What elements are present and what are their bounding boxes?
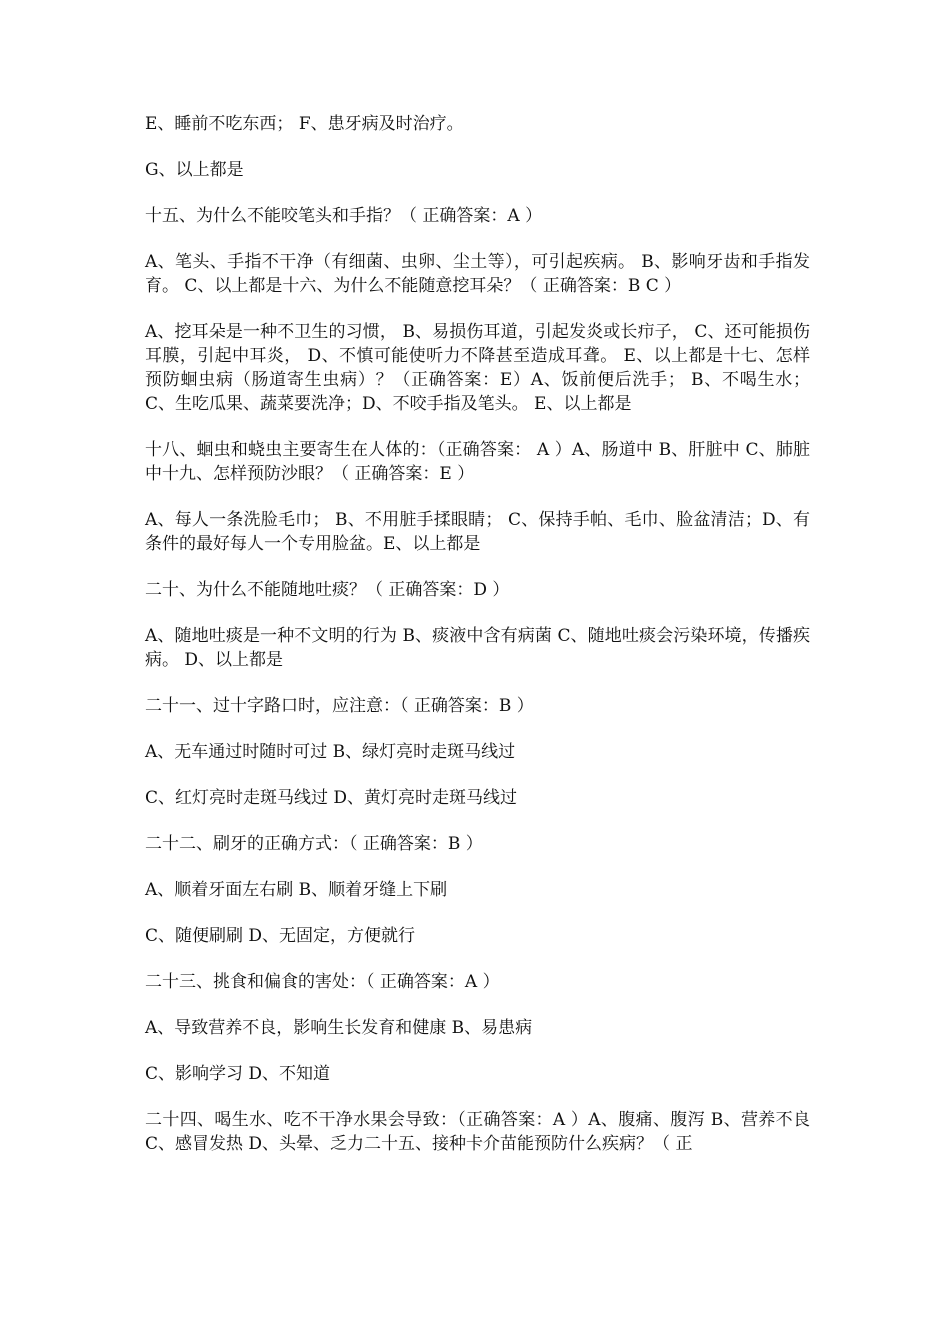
question-18-19: 十八、蛔虫和蛲虫主要寄生在人体的：（正确答案： A ）A、肠道中 B、肝脏中 C、肺脏中十九、怎样预防沙眼？（ 正确答案：E ） [145, 440, 810, 484]
question-20: 二十、为什么不能随地吐痰？（ 正确答案：D ） [145, 580, 510, 600]
question-23-options-ab: A、导致营养不良，影响生长发育和健康 B、易患病 [145, 1018, 533, 1038]
question-15: 十五、为什么不能咬笔头和手指？（ 正确答案：A ） [145, 206, 543, 226]
question-23-options-cd: C、影响学习 D、不知道 [145, 1064, 331, 1084]
question-22-options-cd: C、随便刷刷 D、无固定，方便就行 [145, 926, 416, 946]
question-16-17-options: A、挖耳朵是一种不卫生的习惯， B、易损伤耳道，引起发炎或长疖子， C、还可能损伤耳膜，引起中耳炎， D、不慎可能使听力不降甚至造成耳聋。 E、以上都是十七、怎样预防蛔虫病（肠道寄生虫病）？（正确答案：E）A、饭前便后洗手； B、不喝生水；C、生吃瓜果、蔬菜要洗净；D、不咬手指及笔头。 E、以上都是 [145, 322, 810, 414]
paragraph-options-e-f: E、睡前不吃东西； F、患牙病及时治疗。 [145, 114, 464, 134]
question-21-options-ab: A、无车通过时随时可过 B、绿灯亮时走斑马线过 [145, 742, 516, 762]
question-15-options: A、笔头、手指不干净（有细菌、虫卵、尘土等），可引起疾病。 B、影响牙齿和手指发育。 C、以上都是十六、为什么不能随意挖耳朵？（ 正确答案：B C ） [145, 252, 810, 296]
question-19-options: A、每人一条洗脸毛巾； B、不用脏手揉眼睛； C、保持手帕、毛巾、脸盆清洁；D、有条件的最好每人一个专用脸盆。E、以上都是 [145, 510, 810, 554]
question-22-options-ab: A、顺着牙面左右刷 B、顺着牙缝上下刷 [145, 880, 448, 900]
question-23: 二十三、挑食和偏食的害处：（ 正确答案：A ） [145, 972, 500, 992]
question-24-25: 二十四、喝生水、吃不干净水果会导致：（正确答案：A ）A、腹痛、腹泻 B、营养不良 C、感冒发热 D、头晕、乏力二十五、接种卡介苗能预防什么疾病？（ 正 [145, 1110, 810, 1154]
question-21-options-cd: C、红灯亮时走斑马线过 D、黄灯亮时走斑马线过 [145, 788, 518, 808]
paragraph-option-g: G、以上都是 [145, 160, 244, 180]
document-body [145, 112, 810, 1178]
question-21: 二十一、过十字路口时，应注意：（ 正确答案：B ） [145, 696, 534, 716]
question-20-options: A、随地吐痰是一种不文明的行为 B、痰液中含有病菌 C、随地吐痰会污染环境，传播疾病。 D、以上都是 [145, 626, 810, 670]
question-22: 二十二、刷牙的正确方式：（ 正确答案：B ） [145, 834, 483, 854]
